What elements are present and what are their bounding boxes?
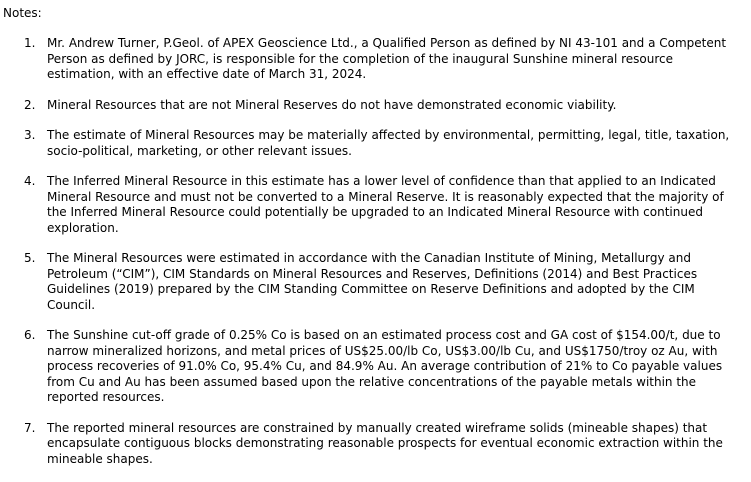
note-text-5: The Mineral Resources were estimated in accordance with the Canadian Institute of Mining, Metallurgy and Petroleum (“CIM”), CIM Standards on Mineral Resources and Reserves, Definitions (2014) and Best Practices Guidelines (2019) prepared by the CIM Standing Committee on Reserve Definitions and adopted by the CIM Council. bbox=[47, 251, 698, 312]
note-item-5 bbox=[0, 251, 751, 313]
note-text-6: The Sunshine cut-off grade of 0.25% Co is based on an estimated process cost and GA cost of $154.00/t, due to narrow mineralized horizons, and metal prices of US$25.00/lb Co, US$3.00/lb Cu, and US$1750/troy oz Au, with process recoveries of 91.0% Co, 95.4% Cu, and 84.9% Au. An average contribution of 21% to Co payable values from Cu and Au has been assumed based upon the relative concentrations of the payable metals within the reported resources. bbox=[47, 328, 723, 404]
note-number-3: 3. bbox=[24, 128, 36, 142]
note-text-1: Mr. Andrew Turner, P.Geol. of APEX Geoscience Ltd., a Qualified Person as defined by NI 43-101 and a Competent Person as defined by JORC, is responsible for the completion of the inaugural Sunshine mineral resource estimation, with an effective date of March 31, 2024. bbox=[47, 36, 727, 81]
page-title: Notes: bbox=[3, 6, 42, 20]
note-item-6 bbox=[0, 328, 751, 406]
note-item-4 bbox=[0, 174, 751, 236]
note-text-2: Mineral Resources that are not Mineral Reserves do not have demonstrated economic viability. bbox=[47, 97, 617, 112]
notes-list bbox=[0, 36, 751, 482]
note-text-7: The reported mineral resources are constrained by manually created wireframe solids (mineable shapes) that encapsulate contiguous blocks demonstrating reasonable prospects for eventual economic extraction within the mineable shapes. bbox=[47, 420, 723, 466]
note-text-3: The estimate of Mineral Resources may be materially affected by environmental, permitting, legal, title, taxation, socio-political, marketing, or other relevant issues. bbox=[47, 128, 730, 158]
note-number-2: 2. bbox=[24, 97, 36, 112]
note-text-4: The Inferred Mineral Resource in this estimate has a lower level of confidence than that applied to an Indicated Mineral Resource and must not be converted to a Mineral Reserve. It is reasonably expected that the majority of the Inferred Mineral Resource could potentially be upgraded to an Indicated Mineral Resource with continued exploration. bbox=[47, 174, 724, 235]
note-number-7: 7. bbox=[24, 420, 36, 435]
note-number-1: 1. bbox=[24, 36, 36, 50]
note-item-3 bbox=[0, 128, 751, 159]
note-item-1 bbox=[0, 36, 751, 83]
note-item-2 bbox=[0, 98, 751, 114]
note-item-7 bbox=[0, 421, 751, 468]
note-number-4: 4. bbox=[24, 174, 36, 188]
note-number-6: 6. bbox=[24, 328, 36, 342]
note-number-5: 5. bbox=[24, 251, 36, 265]
